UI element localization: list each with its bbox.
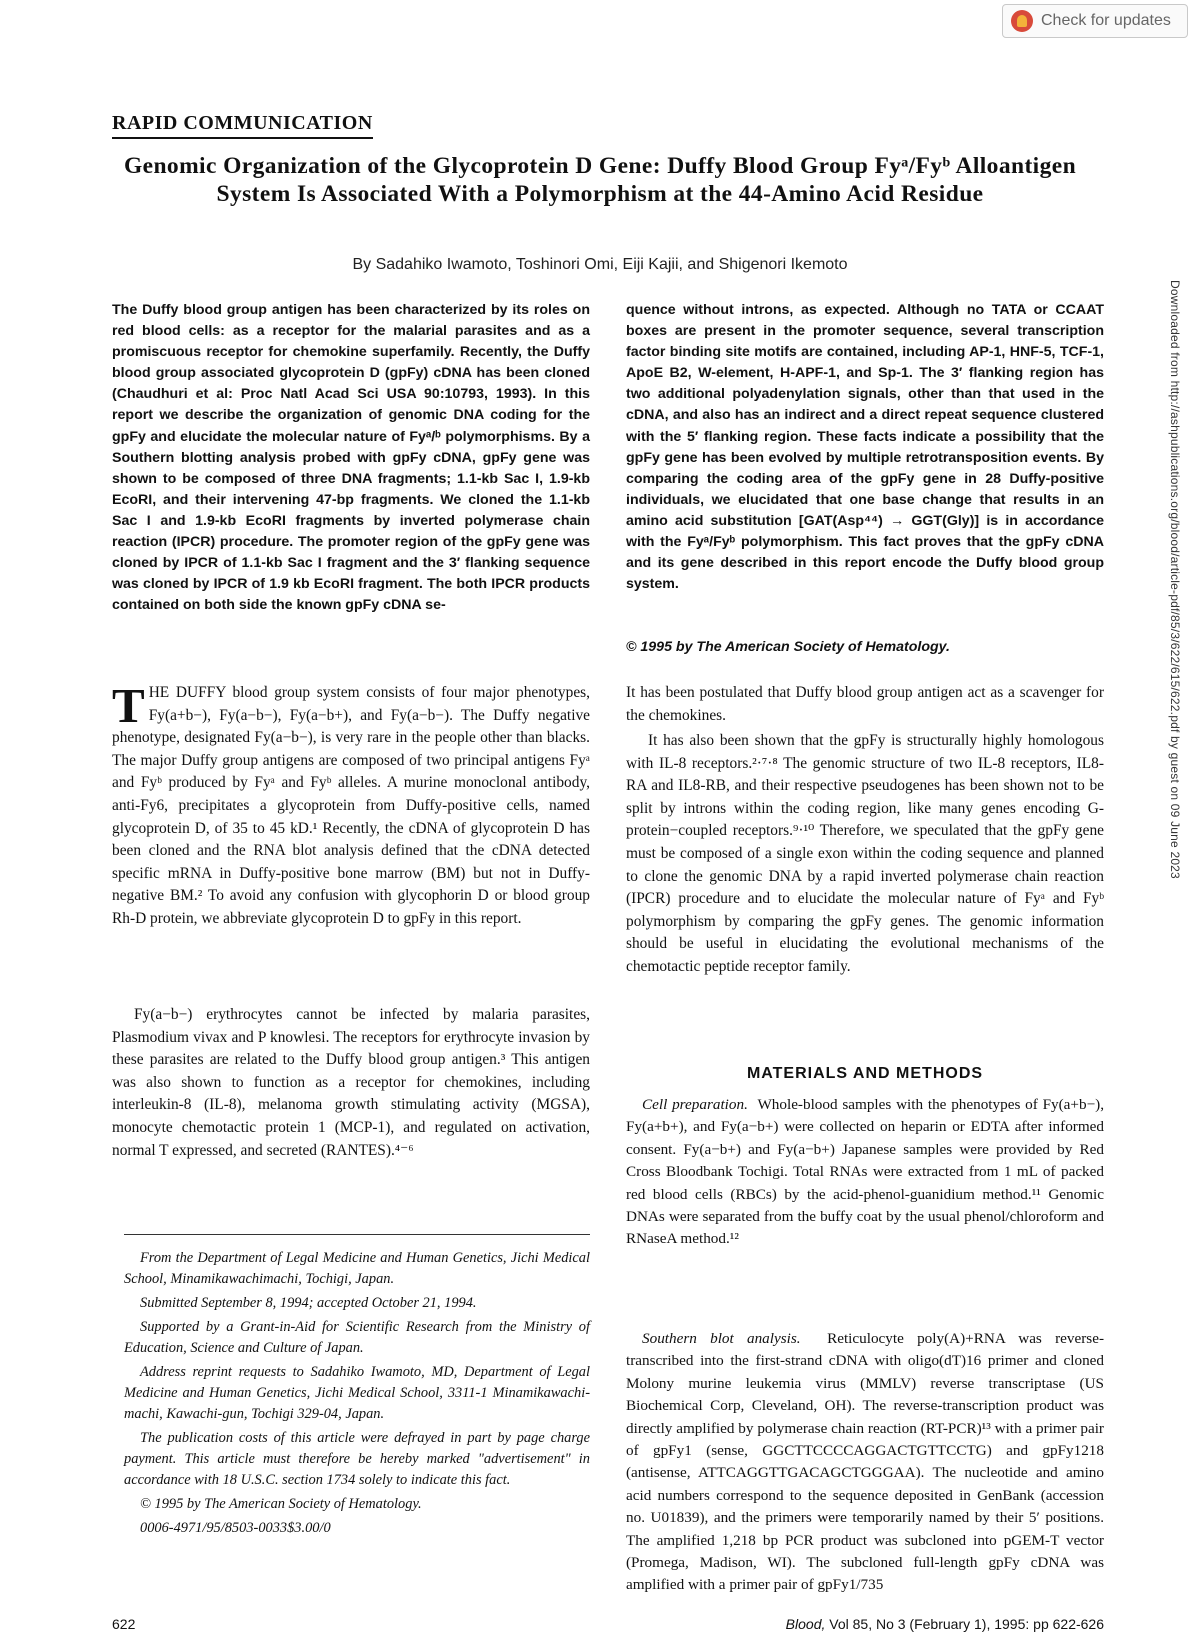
southern-blot-text: Reticulocyte poly(A)+RNA was reverse-transcribed into the first-strand cDNA with oligo(dT)16 primer and cloned Molony murine leukemia virus (MMLV) reverse transcriptase (US Biochemical Corp, Cleveland, OH). The reverse-transcription product was directly amplified by polymerase chain reaction (RT-PCR)¹³ with a primer pair of gpFy1 (sense, GGCTTCCCCAGGACTGTTCCTG) and gpFy1218 (antisense, ATTCAGGTTGACAGCTGGGAA). The nucleotide and amino acid numbers correspond to the sequence deposited in GenBank (accession no. U01839), and the primers were temporarily named by their 5′ positions. The amplified 1,218 bp PCR product was subcloned into pGEM-T vector (Promega, Madison, WI). The subcloned full-length gpFy cDNA was amplified with a primer pair of gpFy1/735: [626, 1330, 1104, 1594]
abstract-right-column: quence without introns, as expected. Although no TATA or CCAAT boxes are present in the promoter sequence, several transcription factor binding site motifs are contained, including AP-1, HNF-5, TCF-1, ApoE B2, W-element, H-APF-1, and Sp-1. The 3′ flanking region has two additional polyadenylation signals, other than that used in the cDNA, and also has an indirect and a direct repeat sequence clustered with the 5′ flanking region. These facts indicate a possibility that the gpFy gene has been evolved by multiple retrotransposition events. By comparing the coding area of the gpFy gene in 28 Duffy-positive individuals, we elucidated that one base change that results in an amino acid substitution [GAT(Asp⁴⁴) → GGT(Gly)] is in accordance with the Fyᵃ/Fyᵇ polymorphism. This fact proves that the gpFy cDNA and its gene described in this report encode the Duffy blood group system.: [626, 302, 1104, 593]
footnote-divider: [124, 1234, 590, 1235]
intro-paragraph-1: [112, 678, 590, 931]
methods-cell-preparation: [626, 1094, 1104, 1251]
footnote-issn: 0006-4971/95/8503-0033$3.00/0: [140, 1520, 331, 1536]
footnote-funding: Supported by a Grant-in-Aid for Scientific Research from the Ministry of Education, Science and Culture of Japan.: [124, 1319, 590, 1356]
journal-citation: [786, 1616, 1104, 1632]
footnote-affiliation: From the Department of Legal Medicine and Human Genetics, Jichi Medical School, Minamikawachimachi, Tochigi, Japan.: [124, 1250, 590, 1287]
article-title: Genomic Organization of the Glycoprotein D Gene: Duffy Blood Group Fyᵃ/Fyᵇ Alloantigen System Is Associated With a Polymorphism at the 44-Amino Acid Residue: [123, 153, 1077, 207]
drop-cap: T: [112, 678, 145, 733]
download-note: Downloaded from http://ashpublications.org/blood/article-pdf/85/3/622/615/622.pdf by guest on 09 June 2023: [1168, 280, 1182, 879]
intro-paragraph-1-text: HE DUFFY blood group system consists of four major phenotypes, Fy(a+b−), Fy(a−b−), Fy(a−b+), and Fy(a−b−). The Duffy negative phenotype, designated Fy(a−b−), is very rare in the people other than blacks. The major Duffy group antigens are composed of two principal antigens Fyᵃ and Fyᵇ produced by Fyᵃ and Fyᵇ alleles. A murine monoclonal antibody, anti-Fy6, precipitates a glycoprotein from Duffy-positive cells, named glycoprotein D, of 35 to 45 kD.¹ Recently, the cDNA of glycoprotein D has been cloned and the RNA blot analysis defined that the cDNA detected specific mRNA in Duffy-positive bone marrow (BM) but not in Duffy-negative BM.² To avoid any confusion with glycophorin D or blood group Rh-D protein, we abbreviate glycoprotein D to gpFy in this report.: [112, 684, 590, 927]
methods-southern-blot: [626, 1328, 1104, 1597]
intro-paragraph-3: It has been postulated that Duffy blood group antigen act as a scavenger for the chemokines.: [626, 684, 1104, 724]
check-for-updates-button[interactable]: [1002, 4, 1188, 38]
footnote-reprints: Address reprint requests to Sadahiko Iwamoto, MD, Department of Legal Medicine and Human Genetics, Jichi Medical School, 3311-1 Minamikawachi-machi, Kawachi-gun, Tochigi 329-04, Japan.: [124, 1364, 590, 1422]
journal-name: Blood,: [785, 1616, 826, 1632]
cell-preparation-text: Whole-blood samples with the phenotypes of Fy(a+b−), Fy(a+b+), and Fy(a−b+) were collected on heparin or EDTA after informed consent. Fy(a−b+) and Fy(a−b+) Japanese samples were provided by Red Cross Bloodbank Tochigi. Total RNAs were extracted from 1 mL of packed red blood cells (RBCs) by the acid-phenol-guanidium method.¹¹ Genomic DNAs were separated from the buffy coat by the usual phenol/chloroform and RNaseA method.¹²: [626, 1096, 1104, 1248]
page-number: 622: [112, 1616, 136, 1632]
section-label: RAPID COMMUNICATION: [112, 112, 373, 139]
intro-paragraph-2: Fy(a−b−) erythrocytes cannot be infected by malaria parasites, Plasmodium vivax and P knowlesi. The receptors for erythrocyte invasion by these parasites are related to the Duffy blood group antigen.³ This antigen was also shown to function as a receptor for chemokines, including interleukin-8 (IL-8), melanoma growth stimulating activity (MGSA), monocyte chemotactic protein 1 (MCP-1), and regulated on activation, normal T expressed, and secreted (RANTES).⁴⁻⁶: [112, 1006, 590, 1159]
abstract-left-column: The Duffy blood group antigen has been characterized by its roles on red blood cells: as a receptor for the malarial parasites and as a promiscuous receptor for chemokine superfamily. Recently, the Duffy blood group associated glycoprotein D (gpFy) cDNA has been cloned (Chaudhuri et al: Proc Natl Acad Sci USA 90:10793, 1993). In this report we describe the organization of genomic DNA coding for the gpFy and elucidate the molecular nature of Fyᵃ/ᵇ polymorphisms. By a Southern blotting analysis probed with gpFy cDNA, gpFy gene was shown to be composed of three DNA fragments; 1.1-kb Sac I, 1.9-kb EcoRI, and their intervening 47-bp fragments. We cloned the 1.1-kb Sac I and 1.9-kb EcoRI fragments by inverted polymerase chain reaction (IPCR) procedure. The promoter region of the gpFy gene was cloned by IPCR of 1.1-kb Sac I fragment and the 3′ flanking sequence was cloned by IPCR of 1.9 kb EcoRI fragment. The both IPCR products contained on both side the known gpFy cDNA se-: [112, 302, 590, 614]
journal-volume: Vol 85, No 3 (February 1), 1995: pp 622-626: [829, 1616, 1104, 1632]
methods-heading: MATERIALS AND METHODS: [746, 1065, 984, 1082]
southern-blot-label: Southern blot analysis.: [642, 1330, 801, 1347]
footnotes: [124, 1248, 590, 1542]
cell-preparation-label: Cell preparation.: [642, 1096, 748, 1113]
footnote-copyright: © 1995 by The American Society of Hematology.: [140, 1496, 422, 1512]
footnote-submitted: Submitted September 8, 1994; accepted October 21, 1994.: [140, 1295, 477, 1311]
intro-paragraph-4: It has also been shown that the gpFy is structurally highly homologous with IL-8 receptors.²·⁷·⁸ The genomic structure of two IL-8 receptors, IL8-RA and IL8-RB, and their respective pseudogenes has been shown not to be split by introns within the coding region, like many genes encoding G-protein−coupled receptors.⁹·¹⁰ Therefore, we speculated that the gpFy gene must be composed of a single exon within the coding sequence and planned to clone the genomic DNA by a rapid inverted polymerase chain reaction (IPCR) procedure and to elucidate the molecular nature of Fyᵃ and Fyᵇ polymorphism by comparing the gpFy genes. The genomic information should be useful in elucidating the evolutional mechanisms of the chemotactic peptide receptor family.: [626, 732, 1104, 975]
footnote-publication-costs: The publication costs of this article were defrayed in part by page charge payment. This article must therefore be hereby marked "advertisement" in accordance with 18 U.S.C. section 1734 solely to indicate this fact.: [124, 1430, 590, 1488]
check-updates-icon: [1011, 10, 1033, 32]
abstract-copyright: © 1995 by The American Society of Hematology.: [626, 639, 950, 655]
check-for-updates-label: Check for updates: [1041, 12, 1171, 29]
author-line: By Sadahiko Iwamoto, Toshinori Omi, Eiji Kajii, and Shigenori Ikemoto: [352, 256, 848, 273]
